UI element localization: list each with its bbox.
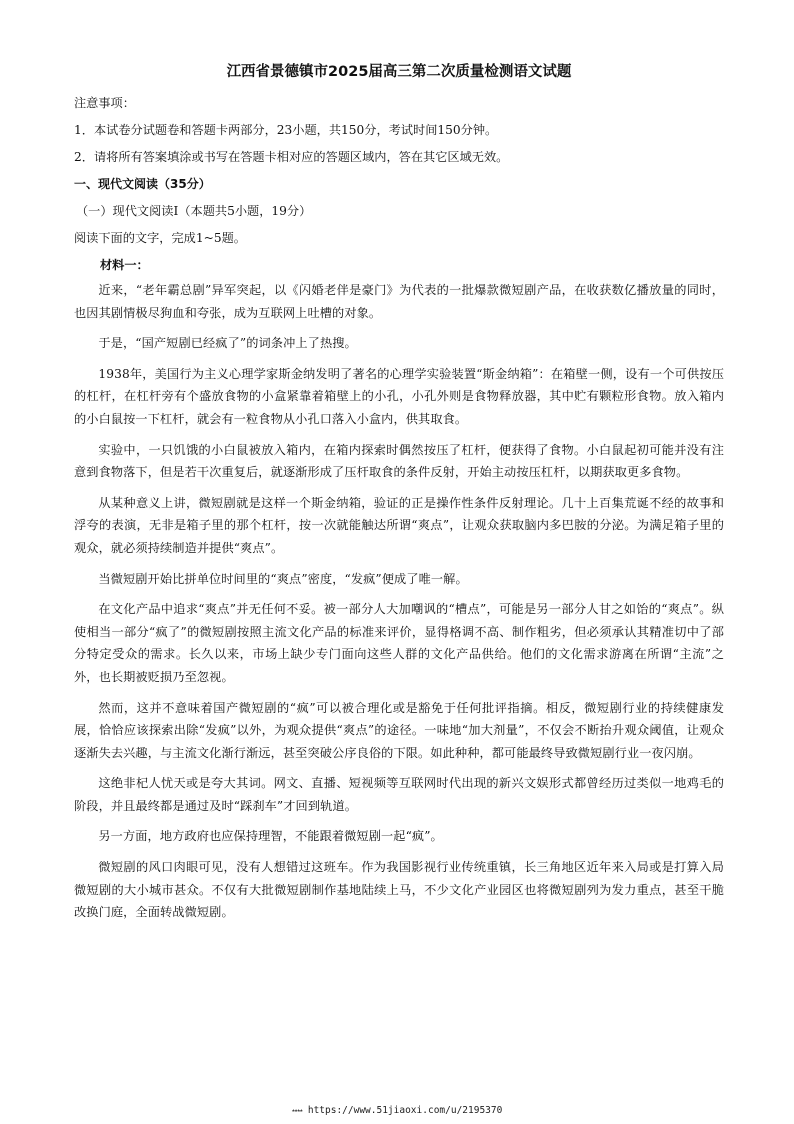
section-heading: 一、现代文阅读（35分）: [74, 177, 211, 191]
notice-heading: 注意事项：: [74, 96, 135, 110]
body-paragraph: 于是，“国产短剧已经疯了”的词条冲上了热搜。: [98, 336, 357, 351]
footer-url[interactable]: https://www.51jiaoxi.com/u/2195370: [307, 1105, 503, 1116]
material-label: 材料一：: [100, 258, 149, 272]
body-paragraph: 这绝非杞人忧天或是夸大其词。网文、直播、短视频等互联网时代出现的新兴文娱形式都曾经历过类似一地鸡毛的阶段，并且最终都是通过及时“踩刹车”才回到轨道。: [74, 776, 724, 813]
notice-item: 2．请将所有答案填涂或书写在答题卡相对应的答题区域内，答在其它区域无效。: [74, 150, 509, 164]
page-footer: [0, 1105, 794, 1116]
body-paragraph: 微短剧的风口肉眼可见，没有人想错过这班车。作为我国影视行业传统重镇，长三角地区近年来入局或是打算入局微短剧的大小城市甚众。不仅有大批微短剧制作基地陆续上马，不少文化产业园区也将微短剧列为发力重点，甚至干脆改换门庭，全面转战微短剧。: [74, 860, 724, 920]
exam-page: [74, 62, 724, 932]
reading-instruction: 阅读下面的文字，完成1~5题。: [74, 231, 246, 245]
body-paragraph: 近来，“老年霸总剧”异军突起，以《闪婚老伴是豪门》为代表的一批爆款微短剧产品，在收获数亿播放量的同时，也因其剧情极尽狗血和夸张，成为互联网上吐槽的对象。: [74, 283, 724, 320]
body-paragraph: 然而，这并不意味着国产微短剧的“疯”可以被合理化或是豁免于任何批评指摘。相反，微短剧行业的持续健康发展，恰恰应该探索出除“发疯”以外，为观众提供“爽点”的途径。一味地“加大剂量”，不仅会不断抬升观众阈值，让观众逐渐失去兴趣，与主流文化渐行渐远，甚至突破公序良俗的下限。如此种种，都可能最终导致微短剧行业一夜闪崩。: [74, 700, 724, 760]
watermark-mark: ★★★★: [291, 1107, 303, 1114]
page-title: 江西省景德镇市2025届高三第二次质量检测语文试题: [226, 64, 572, 80]
body-paragraph: 当微短剧开始比拼单位时间里的“爽点”密度，“发疯”便成了唯一解。: [98, 571, 468, 586]
body-paragraph: 另一方面，地方政府也应保持理智，不能跟着微短剧一起“疯”。: [98, 829, 443, 844]
section-subheading: （一）现代文阅读Ⅰ（本题共5小题，19分）: [76, 204, 312, 218]
notice-item: 1．本试卷分试题卷和答题卡两部分，23小题，共150分，考试时间150分钟。: [74, 123, 498, 137]
body-paragraph: 1938年，美国行为主义心理学家斯金纳发明了著名的心理学实验装置“斯金纳箱”：在箱壁一侧，设有一个可供按压的杠杆，在杠杆旁有个盛放食物的小盒紧靠着箱壁上的小孔，小孔外则是食物释放器，其中贮有颗粒形食物。放入箱内的小白鼠按一下杠杆，就会有一粒食物从小孔口落入小盒内，供其取食。: [74, 366, 724, 426]
body-paragraph: 从某种意义上讲，微短剧就是这样一个斯金纳箱，验证的正是操作性条件反射理论。几十上百集荒诞不经的故事和浮夸的表演，无非是箱子里的那个杠杆，按一次就能触达所谓“爽点”，让观众获取脑内多巴胺的分泌。为满足箱子里的观众，就必须持续制造并提供“爽点”。: [74, 495, 724, 555]
body-paragraph: 在文化产品中追求“爽点”并无任何不妥。被一部分人大加嘲讽的“槽点”，可能是另一部分人甘之如饴的“爽点”。纵使相当一部分“疯了”的微短剧按照主流文化产品的标准来评价，显得格调不高、制作粗劣，但必须承认其精准切中了部分特定受众的需求。长久以来，市场上缺少专门面向这些人群的文化产品供给。他们的文化需求游离在所谓“主流”之外，也长期被贬损乃至忽视。: [74, 602, 724, 684]
body-paragraph: 实验中，一只饥饿的小白鼠被放入箱内，在箱内探索时偶然按压了杠杆，便获得了食物。小白鼠起初可能并没有注意到食物落下，但是若干次重复后，就逐渐形成了压杆取食的条件反射，开始主动按压杠杆，以期获取更多食物。: [74, 442, 724, 480]
